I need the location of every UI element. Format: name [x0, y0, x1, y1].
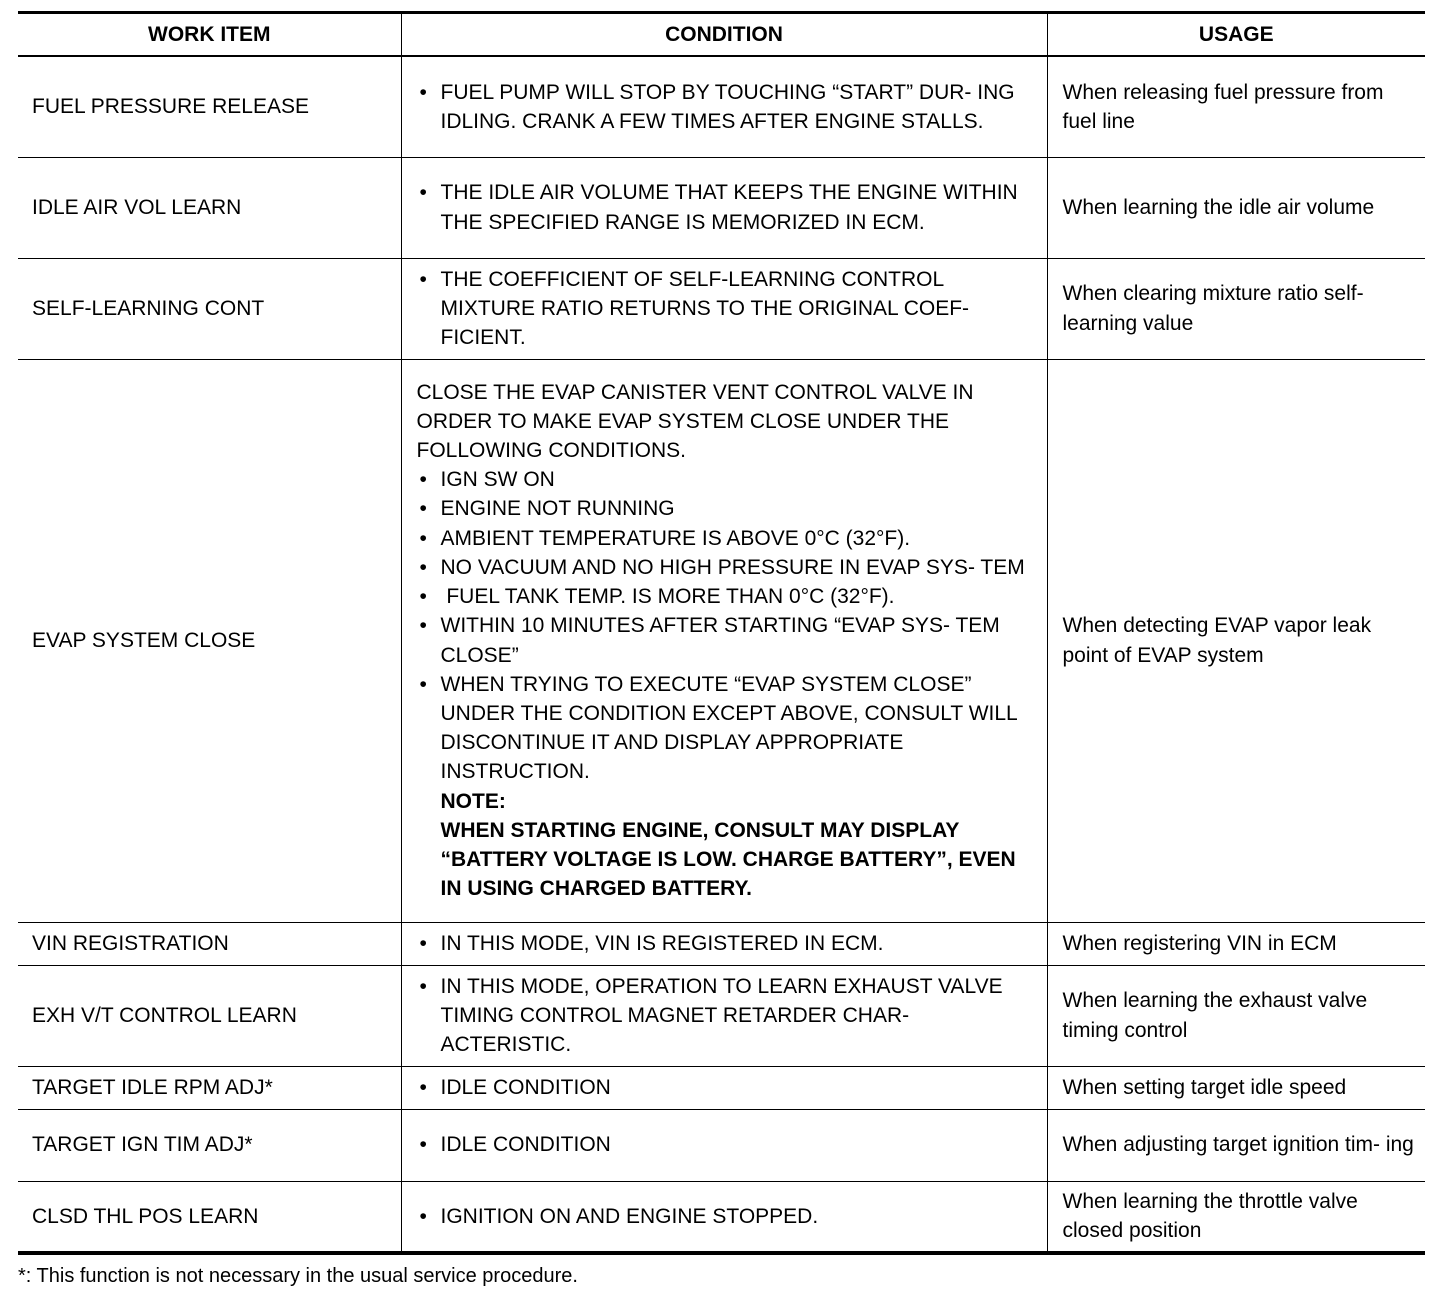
table-row: [18, 1109, 1425, 1181]
table-row: [18, 157, 1425, 258]
work-support-table: [18, 11, 1425, 1255]
condition-list: [417, 929, 1033, 958]
usage-cell: When learning the exhaust valve timing control: [1047, 965, 1425, 1066]
condition-list: [417, 178, 1033, 236]
condition-cell: [401, 1066, 1047, 1109]
footnote: *: This function is not necessary in the usual service procedure.: [18, 1265, 578, 1287]
work-item-cell: FUEL PRESSURE RELEASE: [18, 56, 401, 157]
usage-cell: When registering VIN in ECM: [1047, 922, 1425, 965]
condition-bullet: • THE IDLE AIR VOLUME THAT KEEPS THE ENGINE WITHIN THE SPECIFIED RANGE IS MEMORIZED IN ECM.: [417, 178, 1033, 236]
usage-cell: When learning the throttle valve closed position: [1047, 1181, 1425, 1253]
condition-cell: [401, 157, 1047, 258]
condition-cell: [401, 56, 1047, 157]
condition-cell: [401, 965, 1047, 1066]
condition-bullet: • IN THIS MODE, OPERATION TO LEARN EXHAUST VALVE TIMING CONTROL MAGNET RETARDER CHAR- ACTERISTIC.: [417, 972, 1033, 1060]
work-item-cell: TARGET IDLE RPM ADJ*: [18, 1066, 401, 1109]
work-item-cell: VIN REGISTRATION: [18, 922, 401, 965]
condition-bullet: • IGN SW ON: [417, 465, 1033, 494]
condition-list: [417, 78, 1033, 136]
condition-cell: [401, 1181, 1047, 1253]
usage-cell: When adjusting target ignition tim- ing: [1047, 1109, 1425, 1181]
header-work-item: WORK ITEM: [18, 13, 401, 57]
condition-cell: [401, 359, 1047, 922]
condition-bullet: • FUEL TANK TEMP. IS MORE THAN 0°C (32°F).: [417, 582, 1033, 611]
condition-bullet: • NO VACUUM AND NO HIGH PRESSURE IN EVAP SYS- TEM: [417, 553, 1033, 582]
condition-bullet: • FUEL PUMP WILL STOP BY TOUCHING “START” DUR- ING IDLING. CRANK A FEW TIMES AFTER ENGINE STALLS.: [417, 78, 1033, 136]
header-usage: USAGE: [1047, 13, 1425, 57]
condition-cell: [401, 1109, 1047, 1181]
condition-cell: [401, 922, 1047, 965]
condition-intro: CLOSE THE EVAP CANISTER VENT CONTROL VALVE IN ORDER TO MAKE EVAP SYSTEM CLOSE UNDER THE FOLLOWING CONDITIONS.: [416, 380, 974, 463]
table-row: [18, 359, 1425, 922]
work-support-document: [18, 11, 1425, 1289]
condition-bullet: • AMBIENT TEMPERATURE IS ABOVE 0°C (32°F).: [417, 524, 1033, 553]
work-item-cell: SELF-LEARNING CONT: [18, 258, 401, 359]
table-header-row: [18, 13, 1425, 57]
usage-cell: When setting target idle speed: [1047, 1066, 1425, 1109]
condition-list: [417, 1130, 1033, 1159]
condition-list: [417, 265, 1033, 353]
work-item-cell: CLSD THL POS LEARN: [18, 1181, 401, 1253]
condition-bullet: • WHEN TRYING TO EXECUTE “EVAP SYSTEM CLOSE” UNDER THE CONDITION EXCEPT ABOVE, CONSULT WILL DISCONTINUE IT AND DISPLAY APPROPRIATE INSTRUCTION.: [417, 670, 1033, 787]
table-row: [18, 56, 1425, 157]
header-condition: CONDITION: [401, 13, 1047, 57]
work-item-cell: TARGET IGN TIM ADJ*: [18, 1109, 401, 1181]
work-item-cell: EXH V/T CONTROL LEARN: [18, 965, 401, 1066]
table-row: [18, 1181, 1425, 1253]
condition-list: [417, 972, 1033, 1060]
table-row: [18, 1066, 1425, 1109]
usage-cell: When releasing fuel pressure from fuel line: [1047, 56, 1425, 157]
work-item-cell: EVAP SYSTEM CLOSE: [18, 359, 401, 922]
table-row: [18, 258, 1425, 359]
condition-bullet: • IDLE CONDITION: [417, 1073, 1033, 1102]
table-row: [18, 922, 1425, 965]
table-row: [18, 965, 1425, 1066]
condition-bullet: • IN THIS MODE, VIN IS REGISTERED IN ECM.: [417, 929, 1033, 958]
condition-cell: [401, 258, 1047, 359]
usage-cell: When learning the idle air volume: [1047, 157, 1425, 258]
condition-list: [417, 1202, 1033, 1231]
usage-cell: When detecting EVAP vapor leak point of EVAP system: [1047, 359, 1425, 922]
condition-bullet: • IGNITION ON AND ENGINE STOPPED.: [417, 1202, 1033, 1231]
work-item-cell: IDLE AIR VOL LEARN: [18, 157, 401, 258]
usage-cell: When clearing mixture ratio self- learning value: [1047, 258, 1425, 359]
condition-bullet: • THE COEFFICIENT OF SELF-LEARNING CONTROL MIXTURE RATIO RETURNS TO THE ORIGINAL COEF- FICIENT.: [417, 265, 1033, 353]
condition-list: [417, 465, 1033, 786]
note-text: WHEN STARTING ENGINE, CONSULT MAY DISPLAY “BATTERY VOLTAGE IS LOW. CHARGE BATTERY”, EVEN IN USING CHARGED BATTERY.: [440, 818, 1016, 901]
note-block: [417, 787, 1033, 904]
condition-bullet: • ENGINE NOT RUNNING: [417, 494, 1033, 523]
note-label: NOTE:: [440, 789, 506, 813]
condition-bullet: • WITHIN 10 MINUTES AFTER STARTING “EVAP SYS- TEM CLOSE”: [417, 611, 1033, 669]
condition-list: [417, 1073, 1033, 1102]
condition-bullet: • IDLE CONDITION: [417, 1130, 1033, 1159]
